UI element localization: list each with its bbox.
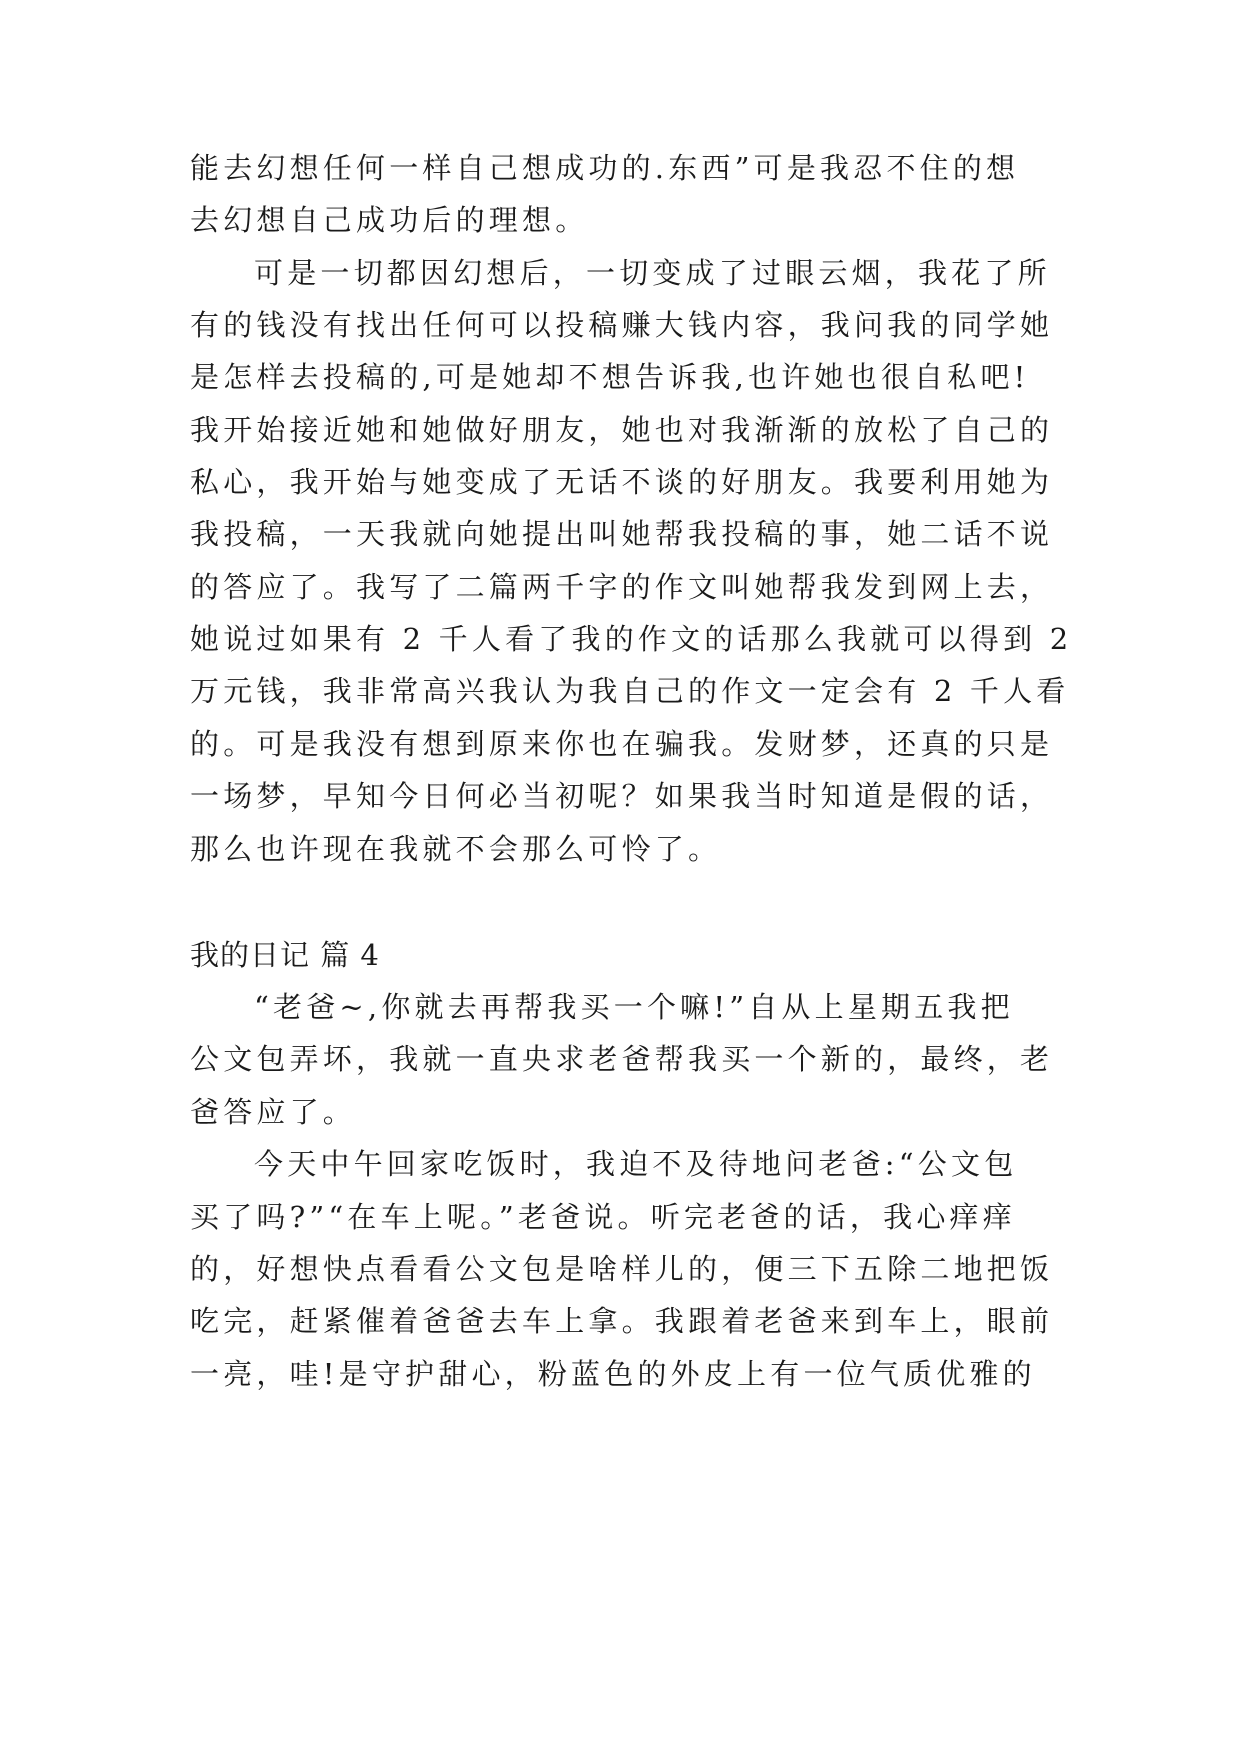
section-heading: 我的日记 篇 4 xyxy=(190,938,380,972)
text-line: 的。可是我没有想到原来你也在骗我。发财梦，还真的只是 xyxy=(190,727,1054,761)
text-line: 的，好想快点看看公文包是啥样儿的，便三下五除二地把饭 xyxy=(190,1252,1054,1286)
paragraph-first-line: 今天中午回家吃饭时，我迫不及待地问老爸:“公文包 xyxy=(254,1147,1018,1181)
text-line: 爸答应了。 xyxy=(190,1095,357,1129)
paragraph-first-line: 可是一切都因幻想后，一切变成了过眼云烟，我花了所 xyxy=(254,256,1051,290)
text-line: 有的钱没有找出任何可以投稿赚大钱内容，我问我的同学她 xyxy=(190,308,1054,342)
text-line: 她说过如果有 2 千人看了我的作文的话那么我就可以得到 2 xyxy=(190,622,1073,656)
paragraph-first-line: “老爸~,你就去再帮我买一个嘛!”自从上星期五我把 xyxy=(254,990,1014,1024)
text-line: 公文包弄坏，我就一直央求老爸帮我买一个新的，最终，老 xyxy=(190,1042,1054,1076)
text-line: 一场梦，早知今日何必当初呢？如果我当时知道是假的话， xyxy=(190,779,1054,813)
text-line: 吃完，赶紧催着爸爸去车上拿。我跟着老爸来到车上，眼前 xyxy=(190,1304,1054,1338)
text-line: 万元钱，我非常高兴我认为我自己的作文一定会有 2 千人看 xyxy=(190,674,1070,708)
text-line: 能去幻想任何一样自己想成功的.东西”可是我忍不住的想 xyxy=(190,151,1020,185)
text-line: 那么也许现在我就不会那么可怜了。 xyxy=(190,832,722,866)
text-line: 去幻想自己成功后的理想。 xyxy=(190,203,589,237)
text-line: 的答应了。我写了二篇两千字的作文叫她帮我发到网上去， xyxy=(190,570,1054,604)
text-line: 一亮，哇!是守护甜心，粉蓝色的外皮上有一位气质优雅的 xyxy=(190,1357,1036,1391)
text-line: 我开始接近她和她做好朋友，她也对我渐渐的放松了自己的 xyxy=(190,413,1054,447)
text-line: 买了吗?”“在车上呢。”老爸说。听完老爸的话，我心痒痒 xyxy=(190,1200,1016,1234)
text-line: 我投稿，一天我就向她提出叫她帮我投稿的事，她二话不说 xyxy=(190,517,1054,551)
text-line: 是怎样去投稿的,可是她却不想告诉我,也许她也很自私吧! xyxy=(190,360,1030,394)
text-line: 私心，我开始与她变成了无话不谈的好朋友。我要利用她为 xyxy=(190,465,1054,499)
